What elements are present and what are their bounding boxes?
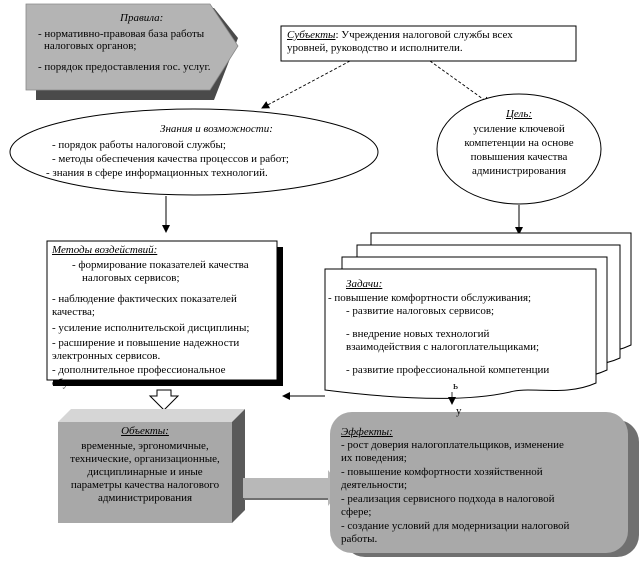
- tasks-stray-1: ь: [453, 380, 459, 392]
- goal-title: Цель:: [505, 108, 533, 120]
- subjects-line-2: уровней, руководство и исполнители.: [287, 42, 463, 54]
- goal-line-1: усиление ключевой: [473, 123, 565, 135]
- tasks-line-3: - внедрение новых технологий: [346, 328, 490, 340]
- objects-title: Объекты:: [121, 425, 169, 437]
- arrow-methods-to-objects: [150, 390, 178, 410]
- goal-line-2: компетенции на основе: [464, 137, 574, 149]
- methods-line-3: - наблюдение фактических показателей: [52, 293, 237, 305]
- tasks-stray-2: у: [456, 405, 462, 417]
- effects-line-4: деятельности;: [341, 479, 408, 491]
- subjects-text-1: : Учреждения налоговой службы всех: [335, 29, 513, 41]
- arrow-subjects-to-knowledge: [262, 61, 350, 108]
- effects-line-1: - рост доверия налогоплательщиков, изменение: [341, 439, 564, 451]
- tasks-title: Задачи:: [346, 278, 383, 290]
- knowledge-title: Знания и возможности:: [160, 123, 273, 135]
- methods-title: Методы воздействий:: [52, 244, 158, 256]
- effects-line-5: - реализация сервисного подхода в налоговой: [341, 493, 555, 505]
- effects-title: Эффекты:: [341, 426, 393, 438]
- methods-line-4: качества;: [52, 306, 95, 318]
- effects-line-2: их поведения;: [341, 452, 407, 464]
- knowledge-item-3: - знания в сфере информационных технологий.: [46, 167, 268, 179]
- goal-line-3: повышения качества: [470, 151, 568, 163]
- rules-title: Правила:: [120, 12, 164, 24]
- methods-line-8: - дополнительное профессиональное: [52, 364, 226, 376]
- goal-line-4: администрирования: [471, 165, 567, 177]
- rules-item-2: налоговых органов;: [44, 40, 137, 52]
- tasks-line-2: - развитие налоговых сервисов;: [346, 305, 495, 317]
- effects-line-7: - создание условий для модернизации налоговой: [341, 520, 570, 532]
- methods-line-7: электронных сервисов.: [52, 350, 161, 362]
- objects-line-3: дисциплинарные и иные: [87, 466, 203, 478]
- knowledge-item-2: - методы обеспечения качества процессов и работ;: [52, 153, 289, 165]
- arrow-subjects-to-goal: [430, 61, 490, 104]
- methods-line-5: - усиление исполнительской дисциплины;: [52, 322, 250, 334]
- knowledge-ellipse: [10, 109, 378, 195]
- objects-line-2: технические, организационные,: [70, 453, 220, 465]
- methods-line-6: - расширение и повышение надежности: [52, 337, 240, 349]
- arrow-objects-to-effects: [243, 470, 344, 508]
- tasks-line-1: - повышение комфортности обслуживания;: [328, 292, 532, 304]
- objects-line-1: временные, эргономичные,: [81, 440, 209, 452]
- objects-line-5: администрирования: [97, 492, 193, 504]
- rules-item-3: - порядок предоставления гос. услуг.: [38, 61, 211, 73]
- objects-line-4: параметры качества налогового: [70, 479, 220, 491]
- tasks-line-5: - развитие профессиональной компетенции: [346, 364, 550, 376]
- methods-line-2: налоговых сервисов;: [82, 272, 180, 284]
- subjects-title: Субъекты: [287, 29, 336, 41]
- effects-line-3: - повышение комфортности хозяйственной: [341, 466, 543, 478]
- effects-line-6: сфере;: [341, 506, 372, 518]
- subjects-line-1: [287, 29, 513, 42]
- methods-line-9: обучение.: [52, 377, 98, 389]
- tasks-line-4: взаимодействия с налогоплательщиками;: [346, 341, 540, 353]
- knowledge-item-1: - порядок работы налоговой службы;: [52, 139, 226, 151]
- effects-line-8: работы.: [341, 533, 378, 545]
- methods-line-1: - формирование показателей качества: [72, 259, 249, 271]
- rules-item-1: - нормативно-правовая база работы: [38, 28, 205, 40]
